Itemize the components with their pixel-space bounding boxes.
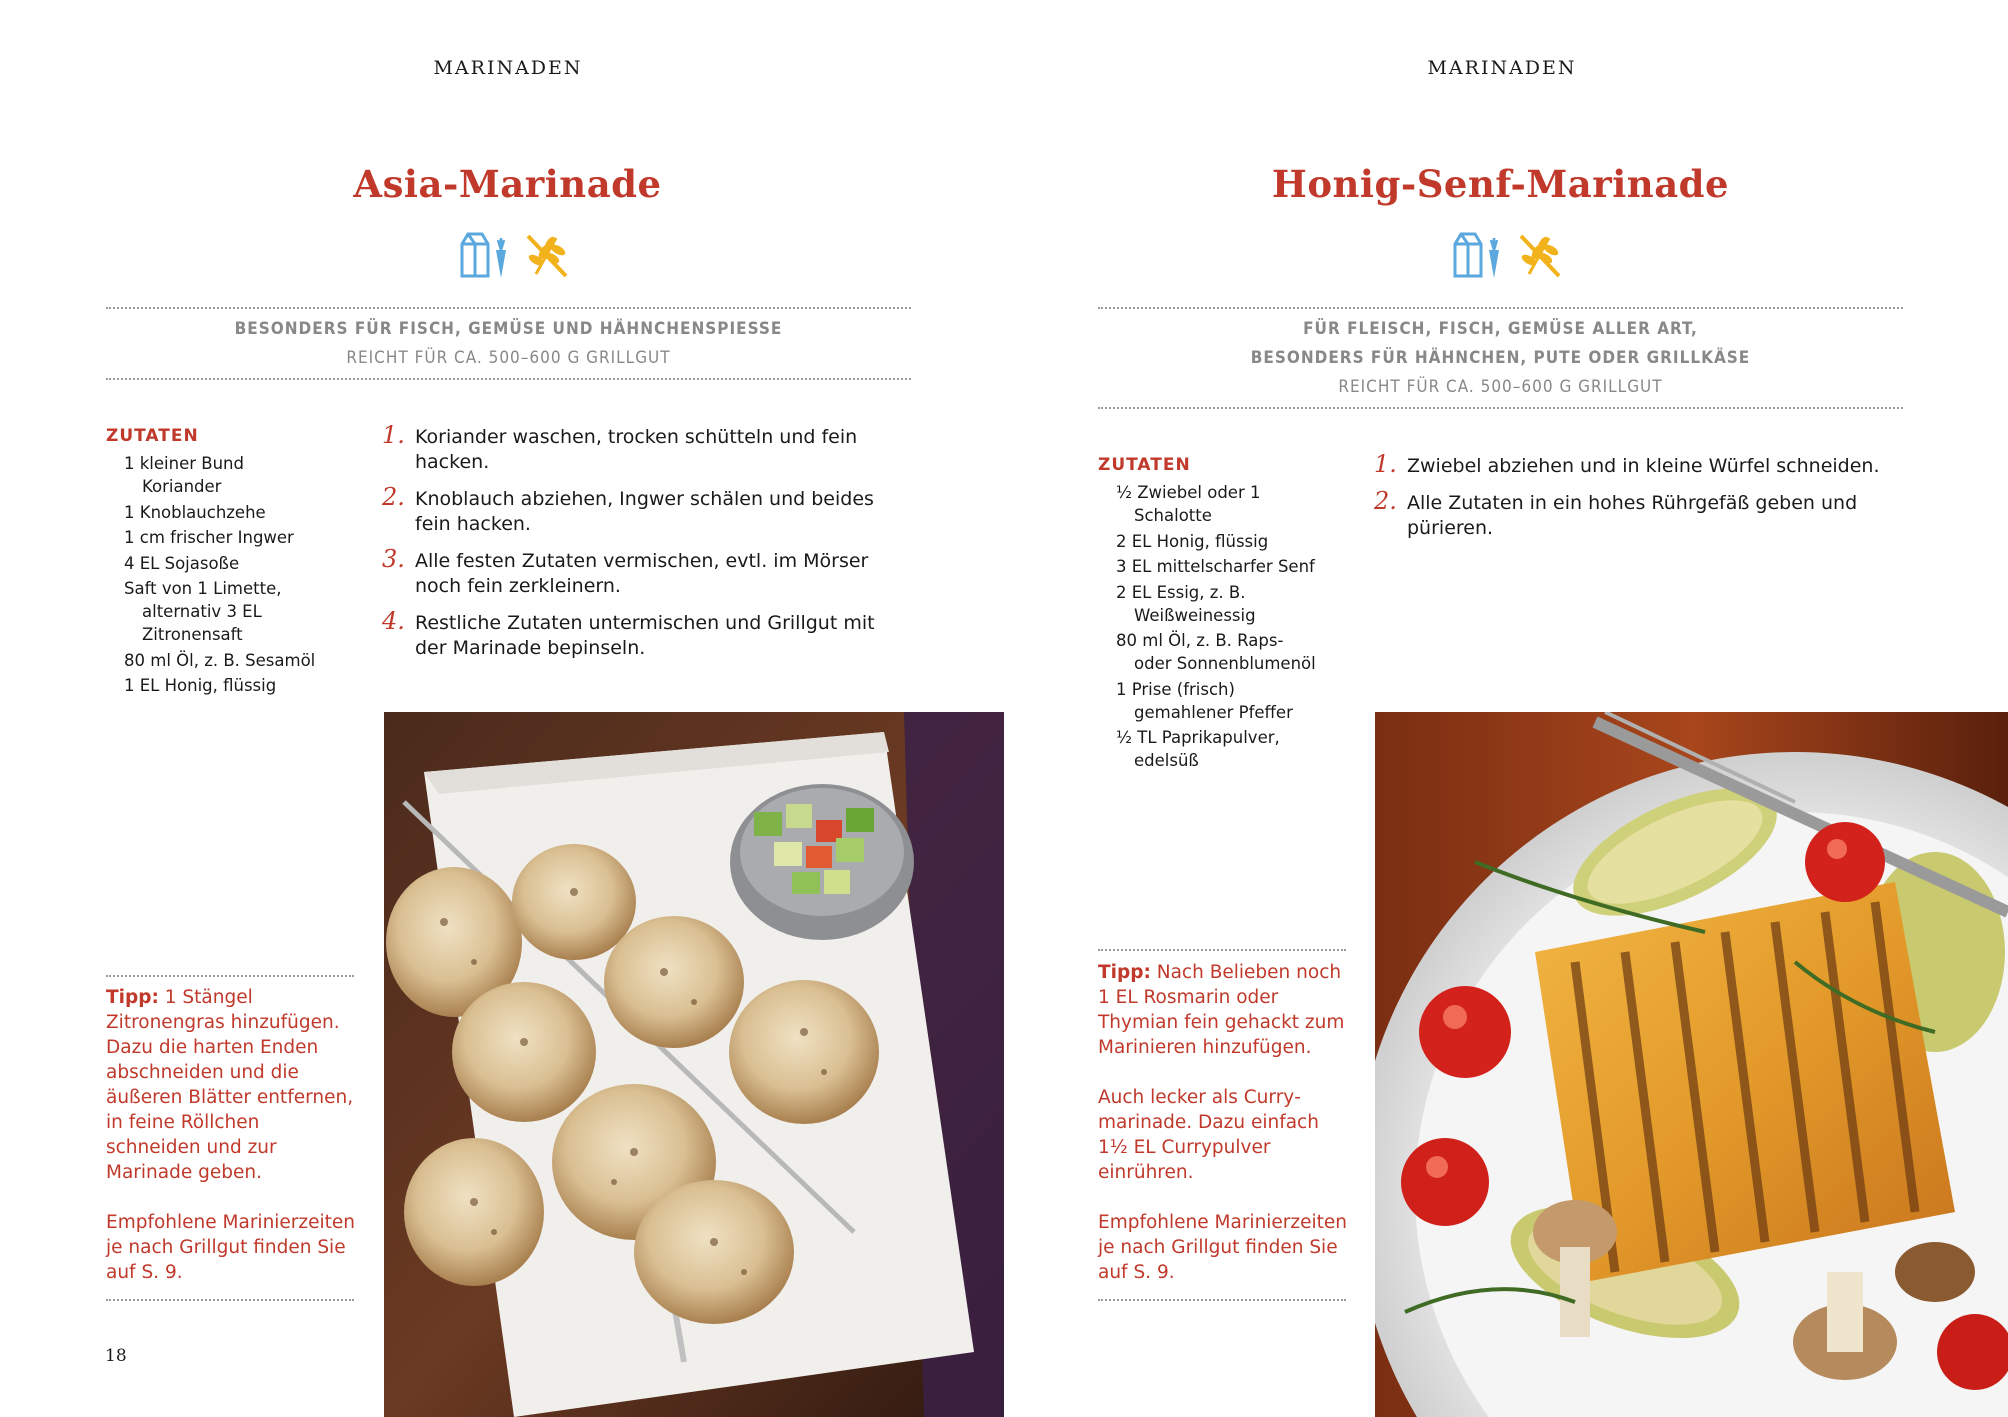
ingredient-item: 1 cm frischer Ingwer [124,528,294,547]
ingredient-item: 1 kleiner Bund Koriander [124,454,244,496]
running-head: MARINADEN [433,57,583,79]
usage-note: BESONDERS FÜR FISCH, GEMÜSE UND HÄHNCHENSPIESSE [234,319,783,339]
divider-top [1098,307,1903,309]
step-number: 2. [1374,487,1397,515]
tip-divider-bottom [1098,1299,1346,1301]
ingredient-item: Saft von 1 Limette, alternativ 3 EL Zitronensaft [124,579,282,644]
step-text: Knoblauch abziehen, Ingwer schälen und beides fein hacken. [415,488,874,535]
tip-divider-top [1098,949,1346,951]
method-step [382,483,912,537]
tip-box [106,985,356,1285]
step-text: Zwiebel abziehen und in kleine Würfel schneiden. [1407,455,1880,477]
ingredients-list [124,452,324,700]
yield-note: REICHT FÜR CA. 500–600 G GRILLGUT [346,348,671,368]
ingredient-item: 80 ml Öl, z. B. Sesamöl [124,650,316,670]
tip-curry: Auch lecker als Currymarinade. Dazu einfach 1½ EL Currypulver einrühren. [1098,1087,1319,1183]
tip-label: Tipp: [1098,962,1151,983]
tip-note: Empfohlene Marinierzeiten je nach Grillgut finden Sie auf S. 9. [106,1212,356,1283]
tip-divider-top [106,975,354,977]
tip-note: Empfohlene Marinierzeiten je nach Grillgut finden Sie auf S. 9. [1098,1212,1348,1283]
ingredient-item: 80 ml Öl, z. B. Raps- oder Sonnenblumenöl [1116,631,1316,673]
diet-icons [458,230,570,280]
method-step [382,421,912,475]
method-steps [1374,450,1914,553]
recipe-title: Asia-Marinade [353,162,662,206]
step-number: 3. [382,545,405,573]
ingredient-item: ½ TL Paprikapulver, edelsüß [1116,728,1280,770]
step-number: 4. [382,607,405,635]
step-text: Restliche Zutaten untermischen und Grillgut mit der Marinade bepinseln. [415,612,875,659]
divider-top [106,307,911,309]
ingredients-heading: ZUTATEN [106,426,199,446]
tip-label: Tipp: [106,987,159,1008]
step-number: 1. [1374,450,1397,478]
ingredients-list [1116,481,1346,775]
tip-box [1098,960,1348,1285]
tip-text: Tipp: Nach Belieben noch 1 EL Rosmarin oder Thymian fein gehackt zum Marinieren hinzufügen. [1098,962,1345,1058]
recipe-subtitle [1098,315,1903,402]
page-number: 18 [105,1346,127,1366]
usage-note: FÜR FLEISCH, FISCH, GEMÜSE ALLER ART, [1303,319,1698,339]
method-step [382,607,912,661]
tip-text: Tipp: 1 Stängel Zitronengras hinzufügen. Dazu die harten Enden abschneiden und die äußeren Blätter entfernen, in feine Röllchen schneiden und zur Marinade geben. [106,987,354,1183]
diet-icons [1451,230,1563,280]
step-text: Alle Zutaten in ein hohes Rührgefäß geben und pürieren. [1407,492,1858,539]
recipe-title: Honig-Senf-Marinade [1271,162,1730,206]
ingredient-item: 1 Prise (frisch) gemahlener Pfeffer [1116,679,1293,722]
gluten-free-icon [524,230,570,280]
ingredient-item: 1 EL Honig, flüssig [124,676,277,695]
lactose-free-icon [458,230,510,280]
step-number: 2. [382,483,405,511]
divider-bottom [106,378,911,380]
ingredient-item: 4 EL Sojasoße [124,553,240,573]
lactose-free-icon [1451,230,1503,280]
recipe-subtitle [106,315,911,373]
tip-divider-bottom [106,1299,354,1301]
yield-note: REICHT FÜR CA. 500–600 G GRILLGUT [1338,377,1663,397]
method-steps [382,421,912,673]
ingredient-item: 1 Knoblauchzehe [124,502,266,522]
step-number: 1. [382,421,405,449]
ingredient-item: 3 EL mittelscharfer Senf [1116,557,1315,576]
usage-note: BESONDERS FÜR HÄHNCHEN, PUTE ODER GRILLKÄSE [1250,348,1751,368]
ingredient-item: 2 EL Honig, flüssig [1116,531,1269,551]
ingredients-heading: ZUTATEN [1098,455,1191,475]
running-head: MARINADEN [1427,57,1577,79]
chicken-skewer-photo [384,712,1004,1417]
divider-bottom [1098,407,1903,409]
ingredient-item: ½ Zwiebel oder 1 Schalotte [1116,483,1261,525]
step-text: Koriander waschen, trocken schütteln und fein hacken. [415,426,858,473]
method-step [382,545,912,599]
grilled-cheese-photo [1375,712,2008,1417]
method-step [1374,450,1914,479]
gluten-free-icon [1517,230,1563,280]
method-step [1374,487,1914,541]
ingredient-item: 2 EL Essig, z. B. Weißweinessig [1116,582,1256,625]
right-page [1004,0,2008,1417]
step-text: Alle festen Zutaten vermischen, evtl. im Mörser noch fein zerkleinern. [415,550,869,597]
